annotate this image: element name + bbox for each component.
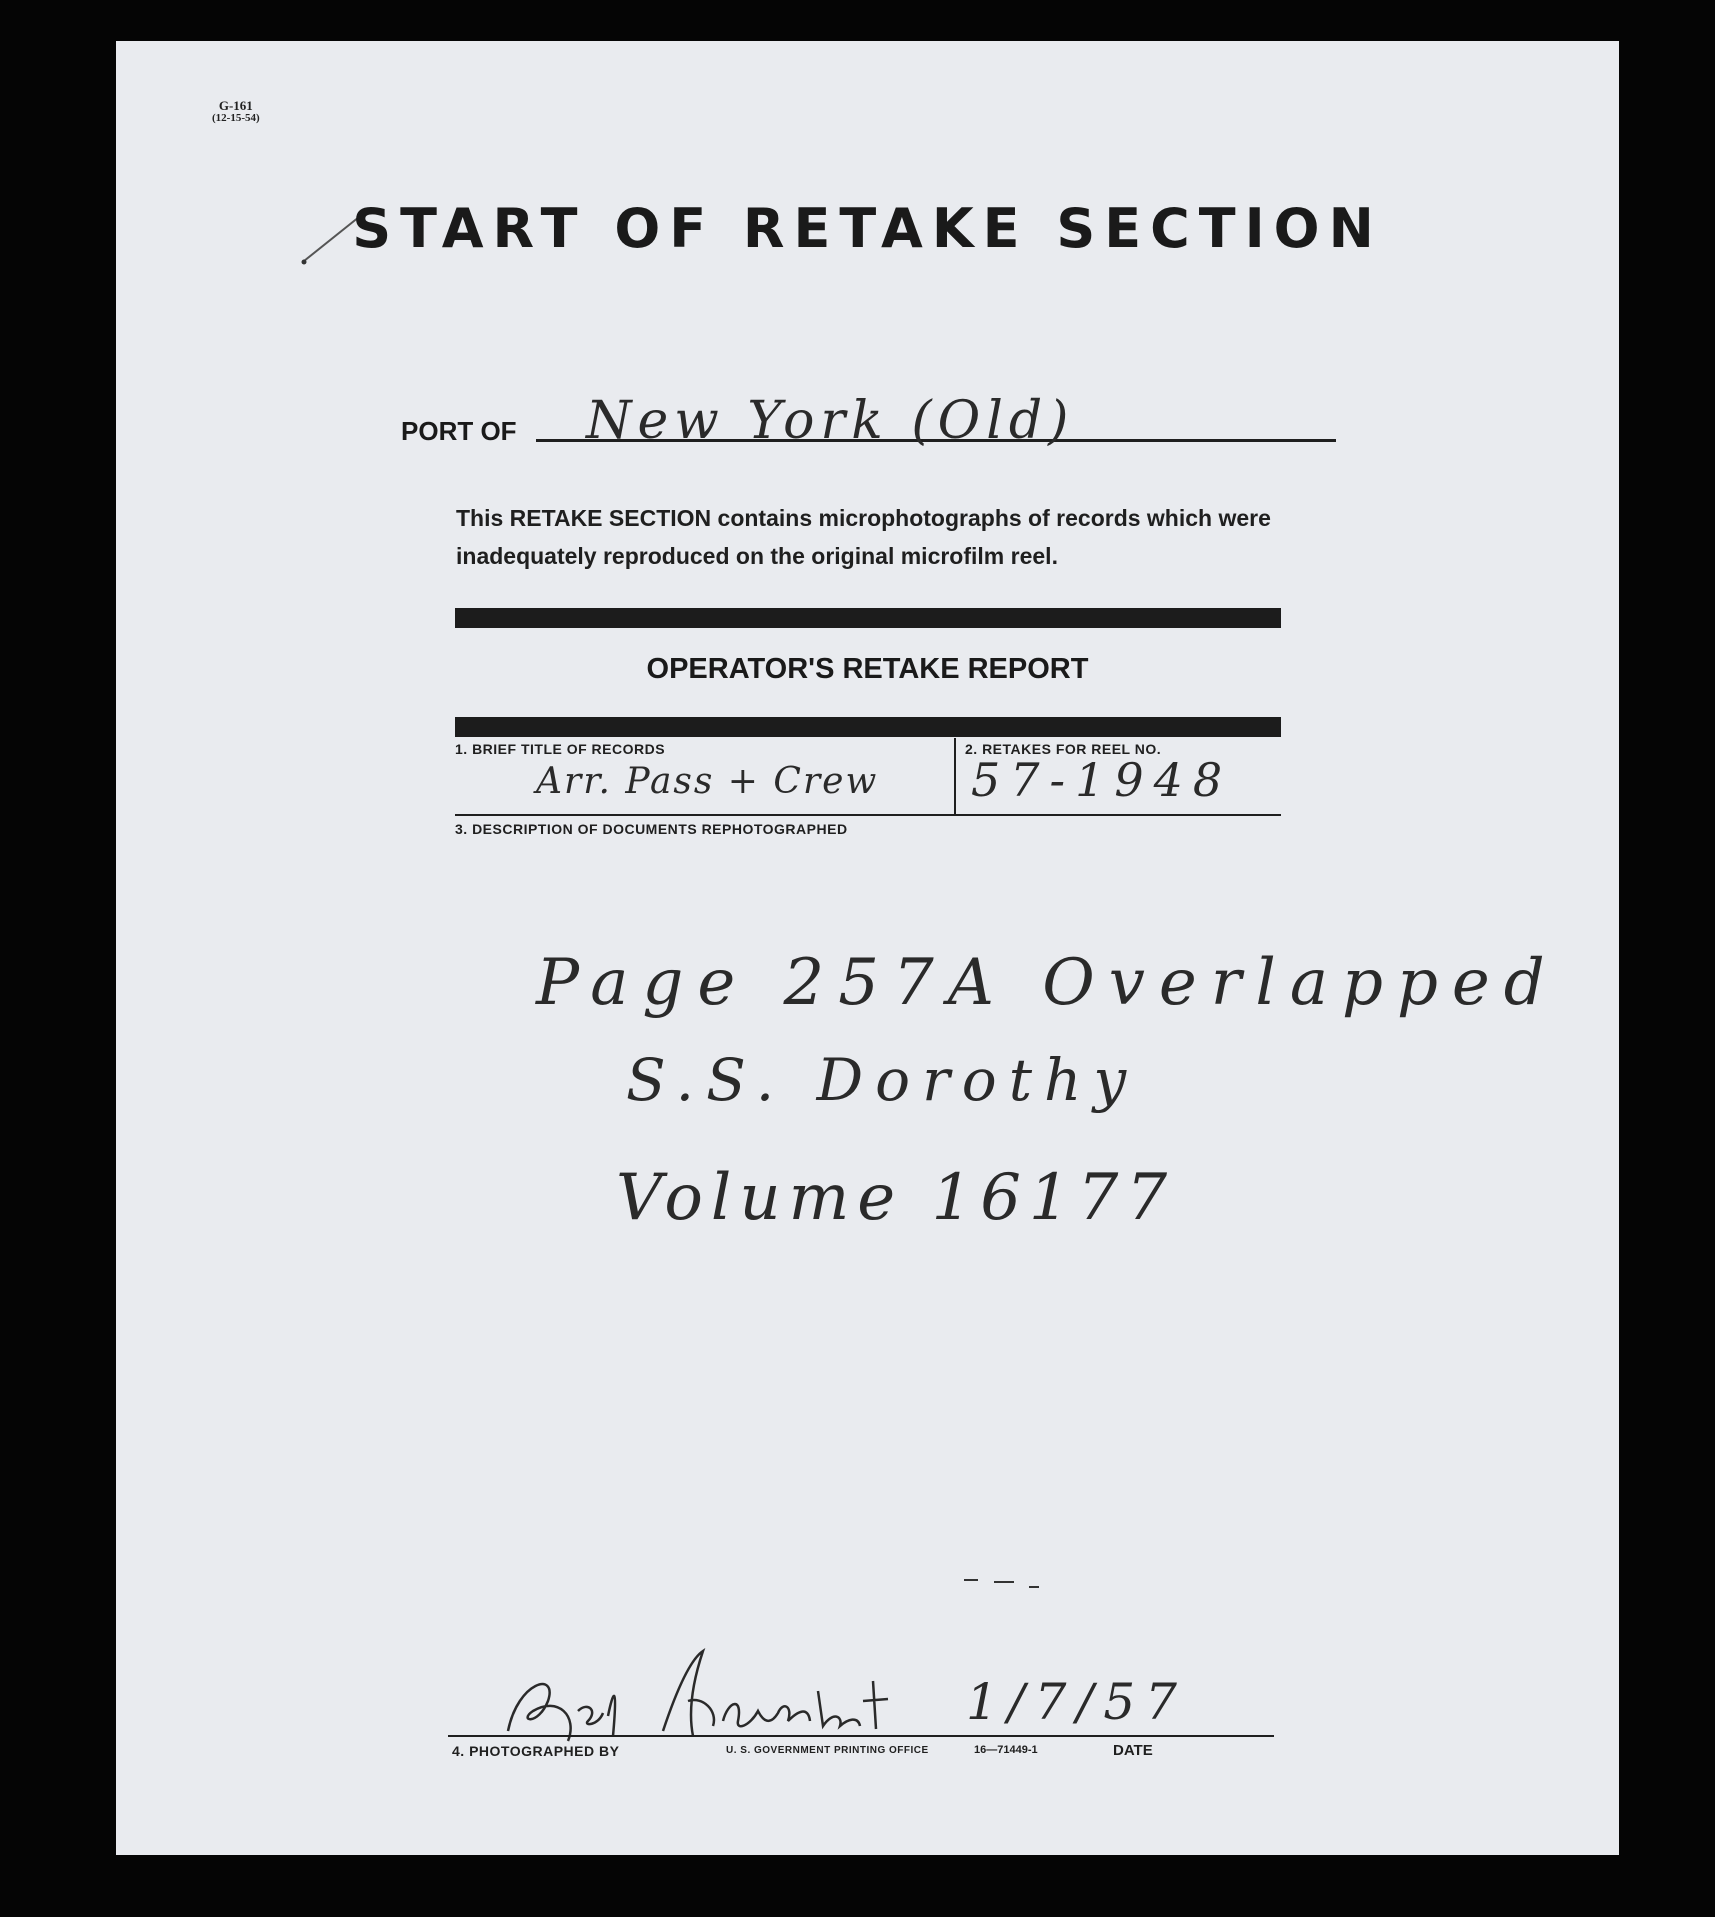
intro-line-2: inadequately reproduced on the original microfilm reel. xyxy=(456,543,1058,569)
retakes-label: 2. RETAKES FOR REEL NO. xyxy=(965,741,1162,757)
intro-text xyxy=(456,499,1296,575)
date-value: 1/7/57 xyxy=(966,1673,1187,1731)
page-title: START OF RETAKE SECTION xyxy=(352,197,1383,260)
form-revision-date: (12-15-54) xyxy=(212,111,260,124)
field-divider xyxy=(954,738,956,815)
stray-mark xyxy=(994,1581,1014,1583)
port-value: New York (Old) xyxy=(586,391,1075,451)
form-page xyxy=(116,41,1619,1855)
retakes-value: 57-1948 xyxy=(971,753,1233,807)
stray-mark xyxy=(964,1579,978,1581)
divider-bar-top xyxy=(455,608,1281,628)
date-label: DATE xyxy=(1113,1742,1153,1759)
intro-line-1: This RETAKE SECTION contains microphotographs of records which were xyxy=(456,505,1271,531)
description-line-2: S.S. Dorothy xyxy=(626,1046,1139,1114)
fields-underline xyxy=(455,814,1281,816)
port-label: PORT OF xyxy=(401,416,517,446)
gpo-number: 16—71449-1 xyxy=(974,1744,1038,1756)
report-title: OPERATOR'S RETAKE REPORT xyxy=(646,653,1089,685)
signature-underline xyxy=(448,1735,1274,1737)
gpo-imprint: U. S. GOVERNMENT PRINTING OFFICE xyxy=(726,1745,929,1756)
divider-bar-bottom xyxy=(455,717,1281,737)
brief-title-label: 1. BRIEF TITLE OF RECORDS xyxy=(455,741,666,757)
form-number: G-161 xyxy=(218,98,253,113)
description-label: 3. DESCRIPTION OF DOCUMENTS REPHOTOGRAPHED xyxy=(455,821,848,837)
form-code xyxy=(212,99,260,124)
stray-mark xyxy=(1029,1586,1039,1588)
photographed-by-label: 4. PHOTOGRAPHED BY xyxy=(452,1743,620,1759)
brief-title-value: Arr. Pass + Crew xyxy=(536,761,879,802)
description-line-3: Volume 16177 xyxy=(616,1161,1176,1235)
description-line-1: Page 257A Overlapped xyxy=(536,946,1559,1020)
